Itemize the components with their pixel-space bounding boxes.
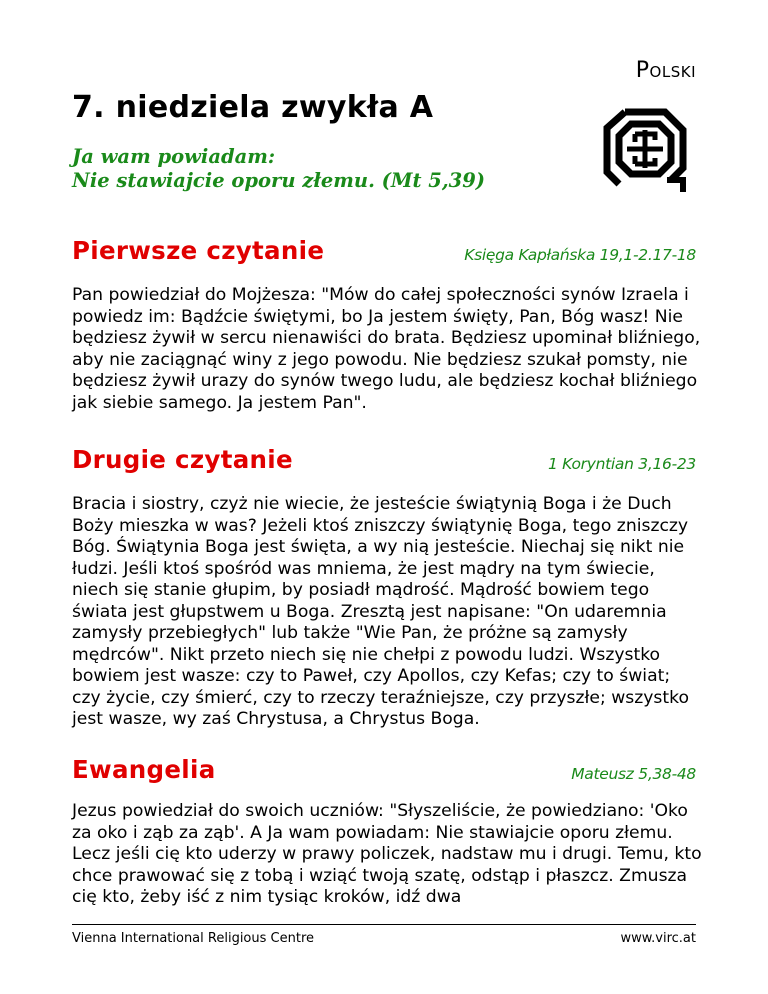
footer-divider bbox=[72, 924, 696, 925]
gospel-heading: Ewangelia bbox=[72, 755, 216, 784]
gospel-header bbox=[72, 755, 696, 787]
reading-2-text: Bracia i siostry, czyż nie wiecie, że jesteście świątynią Boga i że Duch Boży mieszka w was? Jeżeli ktoś zniszczy świątynię Boga, tego zniszczy Bóg. Świątynia Boga jest święta, a wy nią jesteście. Niechaj się nikt nie łudzi. Jeśli ktoś spośród was mniema, że jest mądry na tym świecie, niech się stanie głupim, by posiadł mądrość. Mądrość bowiem tego świata jest głupstwem u Boga. Zresztą jest napisane: "On udaremnia zamysły przebiegłych" lub także "Wie Pan, że próżne są zamysły mędrców". Nikt przeto niech się nie chełpi z powodu ludzi. Wszystko bowiem jest wasze: czy to Paweł, czy Apollos, czy Kefas; czy to świat; czy życie, czy śmierć, czy to rzeczy teraźniejsze, czy przyszłe; wszystko jest wasze, wy zaś Chrystusa, a Chrystus Boga. bbox=[72, 494, 689, 729]
language-label: Polski bbox=[635, 58, 696, 83]
gospel-reference: Mateusz 5,38-48 bbox=[571, 765, 696, 783]
motto-line-1: Ja wam powiadam: bbox=[72, 145, 276, 168]
footer-website-link[interactable]: www.virc.at bbox=[620, 931, 696, 946]
reading-2-reference: 1 Koryntian 3,16-23 bbox=[547, 455, 696, 473]
reading-2-heading: Drugie czytanie bbox=[72, 445, 293, 474]
motto-line-2: Nie stawiajcie oporu złemu. (Mt 5,39) bbox=[72, 169, 485, 192]
reading-1-header bbox=[72, 236, 696, 268]
reading-1-text: Pan powiedział do Mojżesza: "Mów do całej społeczności synów Izraela i powiedz im: Bądźcie świętymi, bo Ja jestem święty, Pan, Bóg wasz! Nie będziesz żywił w sercu nienawiści do brata. Będziesz upominał bliźniego, aby nie zaciągnąć winy z jego powodu. Nie będziesz szukał pomsty, nie będziesz żywił urazy do synów twego ludu, ale będziesz kochał bliźniego jak siebie samego. Ja jestem Pan". bbox=[72, 285, 701, 413]
reading-1-reference: Księga Kapłańska 19,1-2.17-18 bbox=[464, 246, 696, 264]
reading-2-header bbox=[72, 445, 696, 477]
reading-1-heading: Pierwsze czytanie bbox=[72, 236, 325, 265]
page-title: 7. niedziela zwykła A bbox=[72, 90, 434, 125]
footer-organization: Vienna International Religious Centre bbox=[72, 931, 314, 946]
motto bbox=[72, 145, 485, 193]
virc-maze-logo-icon bbox=[597, 100, 693, 196]
gospel-text: Jezus powiedział do swoich uczniów: "Słyszeliście, że powiedziano: 'Oko za oko i ząb za ząb'. A Ja wam powiadam: Nie stawiajcie oporu złemu. Lecz jeśli cię kto uderzy w prawy policzek, nadstaw mu i drugi. Temu, kto chce prawować się z tobą i wziąć twoją szatę, odstąp i płaszcz. Zmusza cię kto, żeby iść z nim tysiąc kroków, idź dwa bbox=[72, 801, 702, 907]
